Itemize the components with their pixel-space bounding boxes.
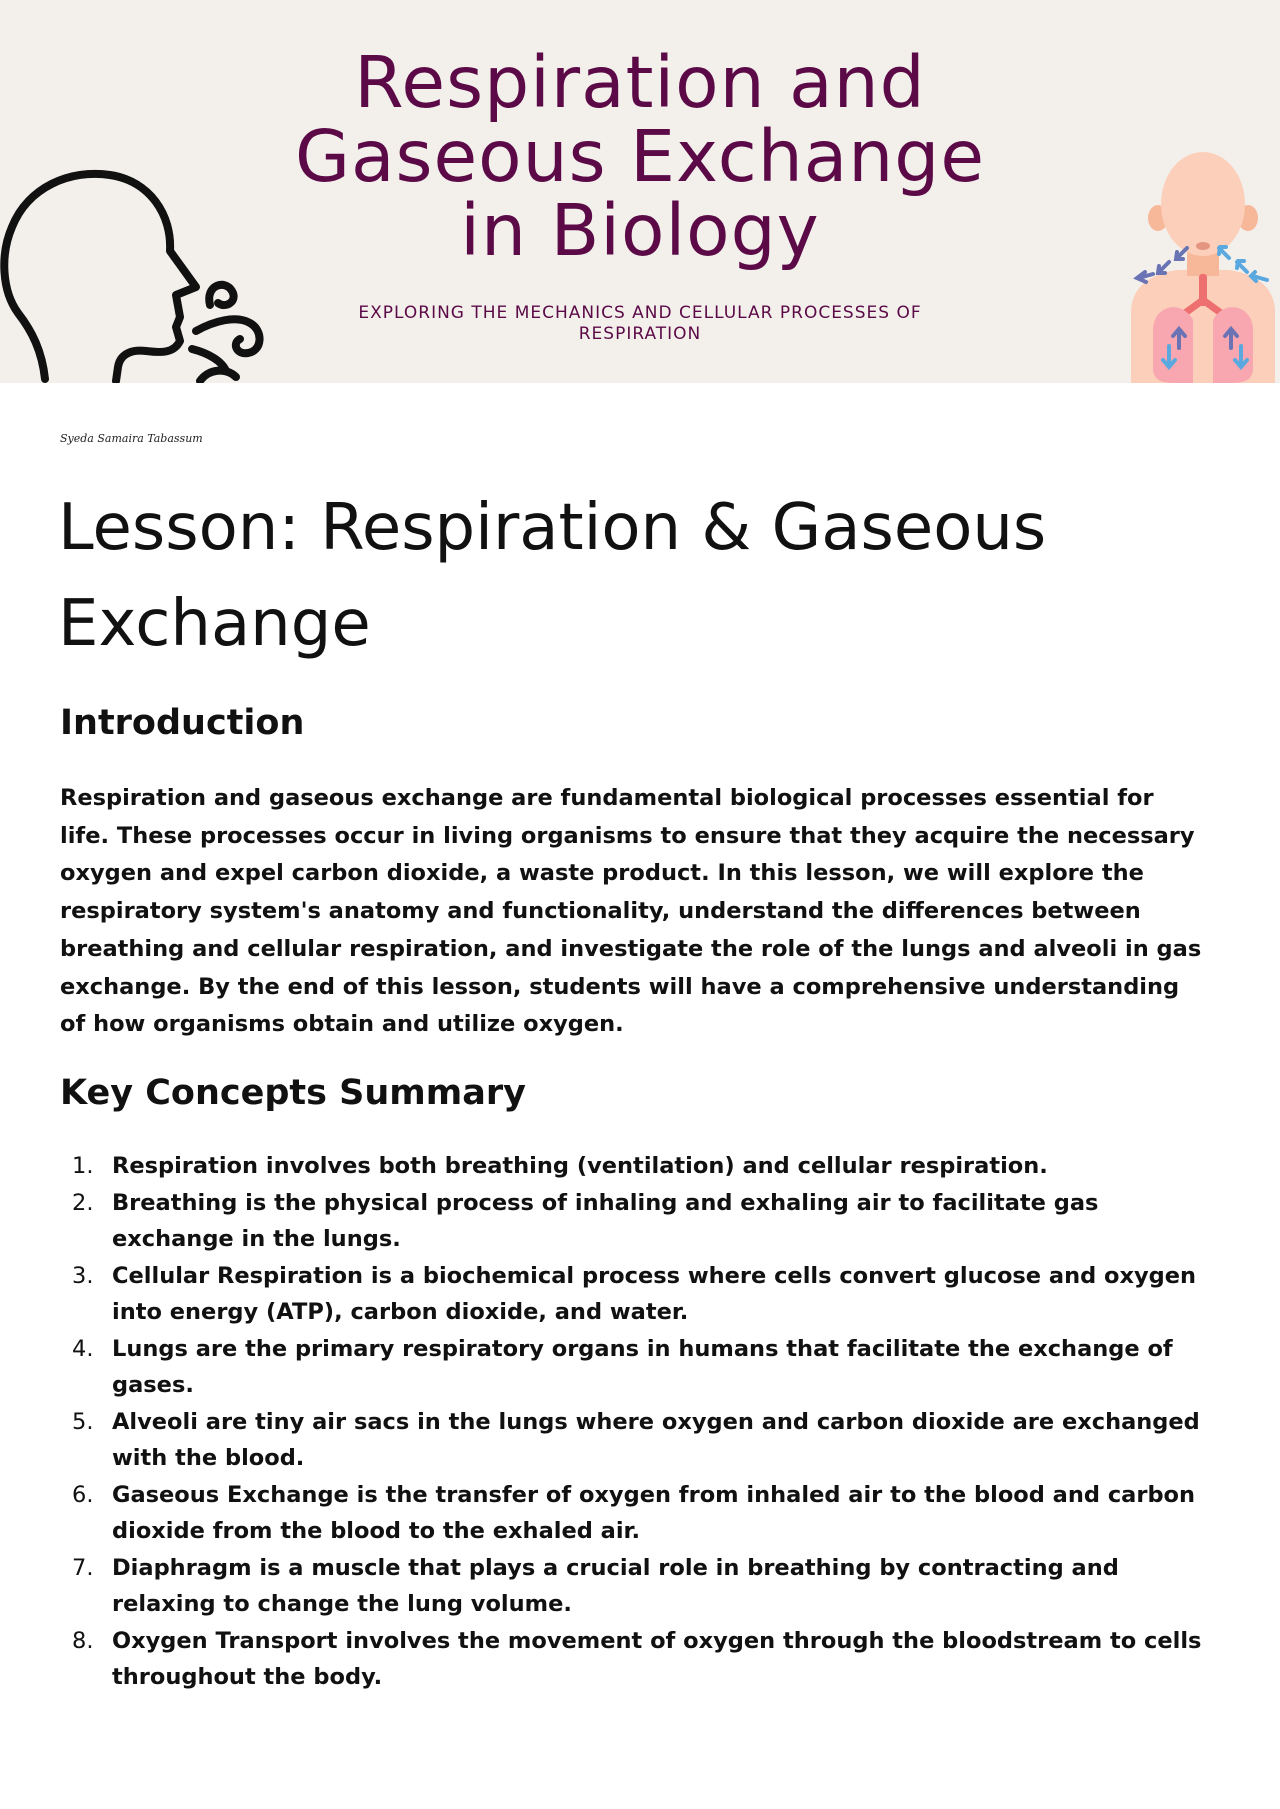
- key-concept-item: [60, 1258, 1220, 1331]
- banner-subtitle: EXPLORING THE MECHANICS AND CELLULAR PROCESSES OF RESPIRATION: [358, 303, 922, 344]
- introduction-paragraph: Respiration and gaseous exchange are fundamental biological processes essential for life. These processes occur in living organisms to ensure that they acquire the necessary oxygen and expel carbon dioxide, a waste product. In this lesson, we will explore the respiratory system's anatomy and functionality, understand the differences between breathing and cellular respiration, and investigate the role of the lungs and alveoli in gas exchange. By the end of this lesson, students will have a comprehensive understanding of how organisms obtain and utilize oxygen.: [60, 785, 1202, 1038]
- key-concept-number: 7.: [72, 1554, 94, 1581]
- key-concept-number: 6.: [72, 1481, 94, 1508]
- key-concept-text: Gaseous Exchange is the transfer of oxygen from inhaled air to the blood and carbon dioxide from the blood to the exhaled air.: [112, 1481, 1196, 1544]
- key-concept-number: 4.: [72, 1335, 94, 1362]
- key-concept-number: 5.: [72, 1408, 94, 1435]
- key-concepts-heading: Key Concepts Summary: [60, 1073, 526, 1113]
- banner-title-line-3: in Biology: [460, 189, 820, 272]
- banner-title-line-2: Gaseous Exchange: [294, 115, 986, 198]
- key-concept-item: [60, 1477, 1220, 1550]
- key-concept-text: Lungs are the primary respiratory organs in humans that facilitate the exchange of gases.: [112, 1335, 1173, 1398]
- key-concept-number: 8.: [72, 1627, 94, 1654]
- banner-title-line-1: Respiration and: [354, 41, 926, 124]
- key-concept-item: [60, 1148, 1220, 1185]
- key-concept-item: [60, 1623, 1220, 1696]
- key-concept-item: [60, 1185, 1220, 1258]
- key-concept-number: 3.: [72, 1262, 94, 1289]
- key-concepts-list: [60, 1148, 1220, 1696]
- key-concept-text: Alveoli are tiny air sacs in the lungs where oxygen and carbon dioxide are exchanged with the blood.: [112, 1408, 1200, 1471]
- lesson-title: Lesson: Respiration & Gaseous Exchange: [58, 491, 1047, 661]
- key-concept-number: 2.: [72, 1189, 94, 1216]
- header-banner: [0, 0, 1280, 383]
- key-concept-item: [60, 1550, 1220, 1623]
- key-concept-text: Breathing is the physical process of inhaling and exhaling air to facilitate gas exchange in the lungs.: [112, 1189, 1099, 1252]
- key-concept-number: 1.: [72, 1153, 94, 1179]
- introduction-heading: Introduction: [60, 703, 305, 743]
- key-concept-item: [60, 1404, 1220, 1477]
- key-concept-text: Diaphragm is a muscle that plays a crucial role in breathing by contracting and relaxing to change the lung volume.: [112, 1554, 1119, 1617]
- key-concept-item: [60, 1331, 1220, 1404]
- respiratory-system-lungs-icon: [1125, 150, 1280, 383]
- key-concept-text: Oxygen Transport involves the movement of oxygen through the bloodstream to cells throughout the body.: [112, 1627, 1202, 1690]
- author-signature: Syeda Samaira Tabassum: [60, 432, 203, 445]
- banner-title: [200, 41, 1080, 272]
- key-concept-text: Respiration involves both breathing (ventilation) and cellular respiration.: [112, 1153, 1048, 1179]
- key-concept-text: Cellular Respiration is a biochemical process where cells convert glucose and oxygen into energy (ATP), carbon dioxide, and water.: [112, 1262, 1197, 1325]
